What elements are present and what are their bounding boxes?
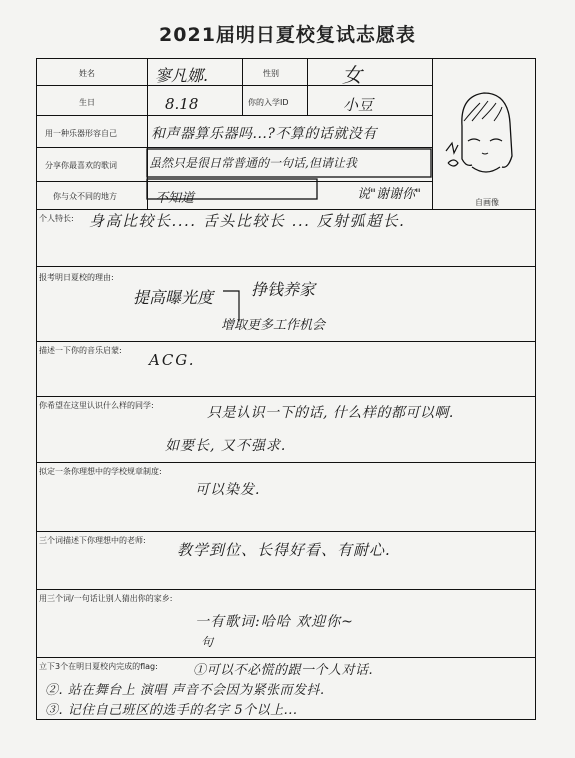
row-divider (37, 115, 432, 116)
row-divider (37, 341, 535, 342)
answer-classmates-2: 如要长, 又不强求. (165, 438, 287, 454)
row-divider (37, 462, 535, 463)
label-favorite-line: 分享你最喜欢的歌词 (45, 161, 117, 170)
label-name: 姓名 (79, 69, 95, 78)
label-entry-id: 你的入学ID (248, 98, 289, 107)
row-divider (37, 85, 432, 86)
answer-classmates-1: 只是认识一下的话, 什么样的都可以啊. (207, 405, 454, 421)
label-flag: 立下3个在明日夏校内完成的flag: (39, 662, 158, 671)
answer-favorite-line-2: 说"谢谢你" (357, 187, 421, 202)
column-divider (242, 59, 243, 115)
answer-teacher: 教学到位、长得好看、有耐心. (177, 541, 391, 559)
answer-name: 寥凡娜. (155, 66, 209, 85)
answer-highlight-box (145, 147, 435, 207)
row-divider (37, 657, 535, 658)
answer-different: 不知道 (155, 191, 195, 206)
row-divider (37, 266, 535, 267)
answer-traits: 身高比较长.... 舌头比较长 ... 反射弧超长. (89, 212, 406, 230)
answer-hometown: 一有歌词:哈哈 欢迎你~ (195, 614, 354, 630)
label-traits: 个人特长: (39, 214, 74, 223)
answer-music-enlight: ACG. (149, 351, 196, 369)
label-reason: 报考明日夏校的理由: (39, 273, 114, 282)
label-classmates: 你希望在这里认识什么样的同学: (39, 401, 154, 410)
self-portrait-drawing (442, 81, 532, 196)
label-self-portrait: 自画像 (475, 198, 499, 207)
answer-flag-1: ①可以不必慌的跟一个人对话. (193, 663, 374, 678)
row-divider (37, 589, 535, 590)
label-instrument: 用一种乐器形容自己 (45, 129, 117, 138)
page-title: 2021届明日夏校复试志愿表 (159, 24, 416, 46)
form-table (36, 58, 536, 720)
row-divider (37, 396, 535, 397)
answer-reason-2: 挣钱养家 (251, 280, 316, 299)
label-music-enlight: 描述一下你的音乐启蒙: (39, 346, 122, 355)
answer-reason-3: 增取更多工作机会 (221, 318, 326, 333)
label-birthday: 生日 (79, 98, 95, 107)
answer-reason-1: 提高曝光度 (133, 288, 214, 307)
answer-gender: 女 (342, 63, 362, 87)
answer-hometown-alt: 句 (201, 635, 214, 649)
answer-school-rule: 可以染发. (195, 482, 261, 498)
answer-flag-2: ②. 站在舞台上 演唱 声音不会因为紧张而发抖. (45, 683, 325, 698)
column-divider (307, 59, 308, 115)
answer-birthday: 8.18 (165, 95, 199, 113)
label-different: 你与众不同的地方 (53, 192, 117, 201)
row-divider (37, 531, 535, 532)
label-school-rule: 拟定一条你理想中的学校规章制度: (39, 467, 162, 476)
label-hometown: 用三个词/一句话让别人猜出你的家乡: (39, 594, 173, 603)
answer-flag-3: ③. 记住自己班区的选手的名字 5个以上... (45, 703, 298, 718)
answer-favorite-line: 虽然只是很日常普通的一句话,但请让我 (149, 156, 357, 170)
answer-instrument: 和声器算乐器吗...?不算的话就没有 (151, 126, 377, 142)
reason-connector (215, 287, 305, 327)
answer-entry-id: 小豆 (343, 96, 374, 114)
label-teacher: 三个词描述下你理想中的老师: (39, 536, 146, 545)
label-gender: 性别 (263, 69, 279, 78)
